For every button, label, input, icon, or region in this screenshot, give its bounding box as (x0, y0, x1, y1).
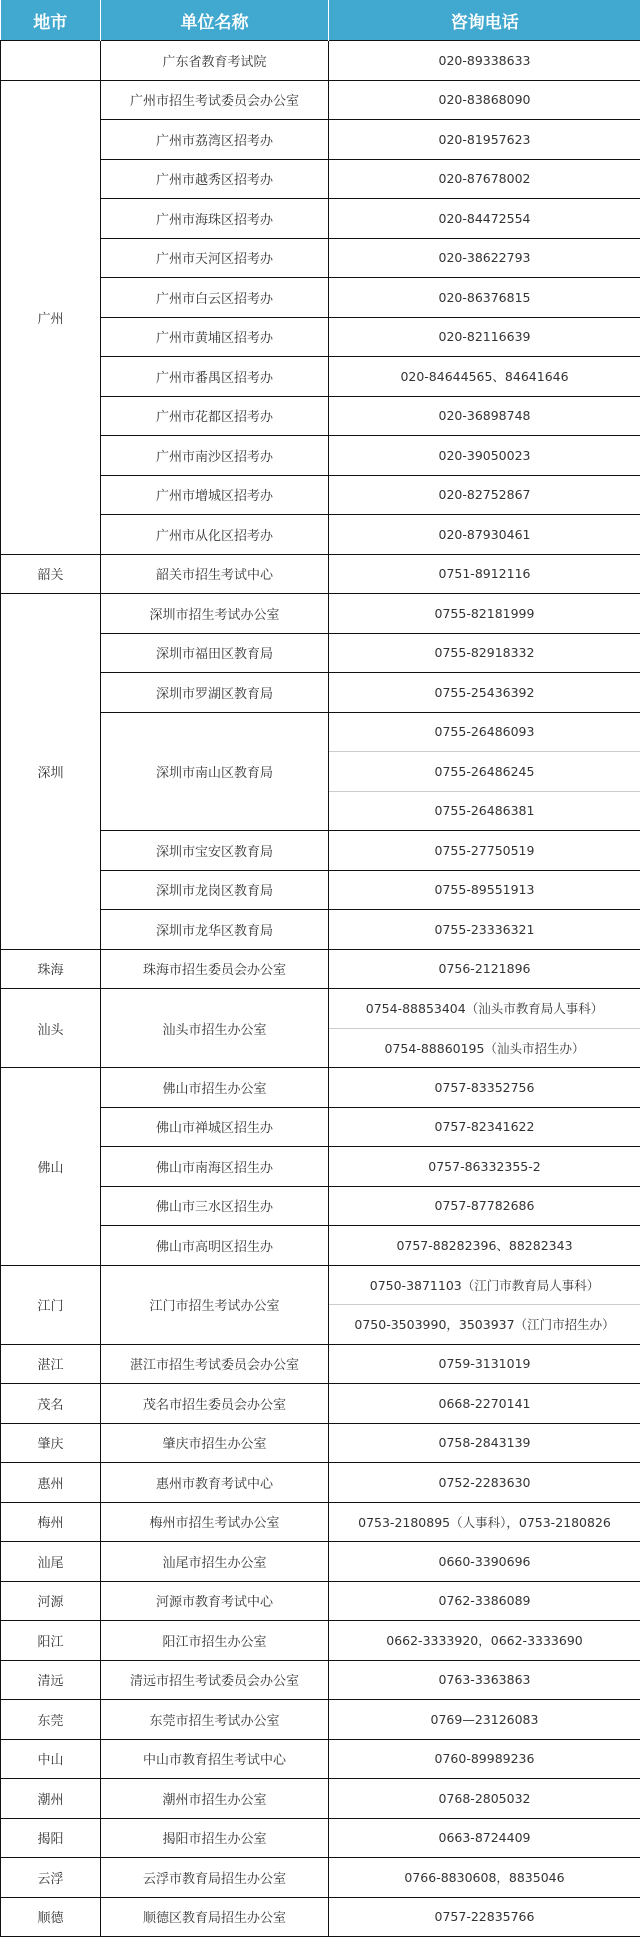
phone-cell: 0757-87782686 (329, 1186, 640, 1226)
phone-cell: 0768-2805032 (329, 1779, 640, 1819)
unit-name-cell: 佛山市招生办公室 (101, 1068, 329, 1108)
phone-cell: 0757-83352756 (329, 1068, 640, 1108)
phone-cell: 0754-88853404（汕头市教育局人事科） (329, 989, 640, 1029)
unit-name-cell: 顺德区教育局招生办公室 (101, 1897, 329, 1937)
unit-name-cell: 深圳市招生考试办公室 (101, 594, 329, 634)
phone-cell: 020-87678002 (329, 159, 640, 199)
phone-cell: 020-87930461 (329, 515, 640, 555)
city-cell: 清远 (1, 1660, 101, 1700)
table-body (1, 41, 640, 1937)
phone-cell: 0757-88282396、88282343 (329, 1226, 640, 1266)
unit-name-cell: 佛山市高明区招生办 (101, 1226, 329, 1266)
unit-name-cell: 广州市招生考试委员会办公室 (101, 80, 329, 120)
phone-cell: 0763-3363863 (329, 1660, 640, 1700)
unit-name-cell: 广州市增城区招考办 (101, 475, 329, 515)
table-row (1, 1265, 640, 1305)
unit-name-cell: 汕尾市招生办公室 (101, 1542, 329, 1582)
city-cell (1, 41, 101, 81)
table-row (1, 949, 640, 989)
phone-cell: 0755-25436392 (329, 673, 640, 713)
phone-cell: 0755-26486381 (329, 791, 640, 831)
city-cell: 潮州 (1, 1779, 101, 1819)
city-cell: 肇庆 (1, 1423, 101, 1463)
unit-name-cell: 云浮市教育局招生办公室 (101, 1858, 329, 1898)
city-cell: 揭阳 (1, 1818, 101, 1858)
unit-name-cell: 深圳市龙华区教育局 (101, 910, 329, 950)
city-cell: 广州 (1, 80, 101, 554)
phone-cell: 0757-22835766 (329, 1897, 640, 1937)
table-row (1, 80, 640, 120)
table-header (1, 0, 640, 41)
unit-name-cell: 广州市白云区招考办 (101, 278, 329, 318)
phone-cell: 0751-8912116 (329, 554, 640, 594)
phone-cell: 0759-3131019 (329, 1344, 640, 1384)
city-cell: 中山 (1, 1739, 101, 1779)
table-row (1, 1897, 640, 1937)
phone-cell: 020-89338633 (329, 41, 640, 81)
unit-name-cell: 潮州市招生办公室 (101, 1779, 329, 1819)
phone-cell: 020-86376815 (329, 278, 640, 318)
table-row (1, 554, 640, 594)
unit-name-cell: 揭阳市招生办公室 (101, 1818, 329, 1858)
city-cell: 汕头 (1, 989, 101, 1068)
table-row (1, 1068, 640, 1108)
unit-name-cell: 深圳市福田区教育局 (101, 633, 329, 673)
unit-name-cell: 深圳市宝安区教育局 (101, 831, 329, 871)
phone-cell: 020-84472554 (329, 199, 640, 239)
phone-cell: 0757-82341622 (329, 1107, 640, 1147)
city-cell: 深圳 (1, 594, 101, 950)
phone-cell: 020-81957623 (329, 120, 640, 160)
phone-cell: 0758-2843139 (329, 1423, 640, 1463)
table-row (1, 1739, 640, 1779)
table-row (1, 989, 640, 1029)
phone-cell: 020-83868090 (329, 80, 640, 120)
unit-name-cell: 深圳市罗湖区教育局 (101, 673, 329, 713)
city-cell: 河源 (1, 1581, 101, 1621)
unit-name-cell: 中山市教育招生考试中心 (101, 1739, 329, 1779)
phone-cell: 0662-3333920，0662-3333690 (329, 1621, 640, 1661)
phone-cell: 020-82116639 (329, 317, 640, 357)
city-cell: 江门 (1, 1265, 101, 1344)
unit-name-cell: 广州市花都区招考办 (101, 396, 329, 436)
city-cell: 阳江 (1, 1621, 101, 1661)
phone-cell: 020-39050023 (329, 436, 640, 476)
phone-cell: 0755-82918332 (329, 633, 640, 673)
header-row (1, 0, 640, 41)
table-row (1, 1542, 640, 1582)
header-unit: 单位名称 (101, 0, 329, 41)
table-row (1, 1779, 640, 1819)
phone-cell: 020-84644565、84641646 (329, 357, 640, 397)
unit-name-cell: 广东省教育考试院 (101, 41, 329, 81)
phone-cell: 020-36898748 (329, 396, 640, 436)
city-cell: 韶关 (1, 554, 101, 594)
phone-cell: 0754-88860195（汕头市招生办） (329, 1028, 640, 1068)
unit-name-cell: 广州市从化区招考办 (101, 515, 329, 555)
phone-cell: 0660-3390696 (329, 1542, 640, 1582)
unit-name-cell: 深圳市龙岗区教育局 (101, 870, 329, 910)
unit-name-cell: 惠州市教育考试中心 (101, 1463, 329, 1503)
unit-name-cell: 广州市黄埔区招考办 (101, 317, 329, 357)
phone-cell: 0769—23126083 (329, 1700, 640, 1740)
table-row (1, 1581, 640, 1621)
unit-name-cell: 阳江市招生办公室 (101, 1621, 329, 1661)
unit-name-cell: 广州市荔湾区招考办 (101, 120, 329, 160)
phone-cell: 0757-86332355-2 (329, 1147, 640, 1187)
city-cell: 茂名 (1, 1384, 101, 1424)
phone-cell: 0755-89551913 (329, 870, 640, 910)
phone-cell: 0755-27750519 (329, 831, 640, 871)
table-row (1, 1344, 640, 1384)
phone-cell: 0756-2121896 (329, 949, 640, 989)
phone-cell: 0755-23336321 (329, 910, 640, 950)
phone-cell: 0663-8724409 (329, 1818, 640, 1858)
unit-name-cell: 肇庆市招生办公室 (101, 1423, 329, 1463)
phone-cell: 020-38622793 (329, 238, 640, 278)
phone-cell: 0750-3503990，3503937（江门市招生办） (329, 1305, 640, 1345)
header-city: 地市 (1, 0, 101, 41)
table-row (1, 41, 640, 81)
unit-name-cell: 韶关市招生考试中心 (101, 554, 329, 594)
unit-name-cell: 河源市教育考试中心 (101, 1581, 329, 1621)
unit-name-cell: 广州市天河区招考办 (101, 238, 329, 278)
phone-cell: 0760-89989236 (329, 1739, 640, 1779)
table-row (1, 1700, 640, 1740)
unit-name-cell: 深圳市南山区教育局 (101, 712, 329, 831)
unit-name-cell: 珠海市招生委员会办公室 (101, 949, 329, 989)
table-row (1, 1660, 640, 1700)
city-cell: 湛江 (1, 1344, 101, 1384)
city-cell: 东莞 (1, 1700, 101, 1740)
phone-cell: 0753-2180895（人事科），0753-2180826 (329, 1502, 640, 1542)
unit-name-cell: 广州市越秀区招考办 (101, 159, 329, 199)
table-row (1, 594, 640, 634)
city-cell: 云浮 (1, 1858, 101, 1898)
table-row (1, 1858, 640, 1898)
unit-name-cell: 江门市招生考试办公室 (101, 1265, 329, 1344)
city-cell: 惠州 (1, 1463, 101, 1503)
city-cell: 佛山 (1, 1068, 101, 1266)
phone-cell: 0755-26486245 (329, 752, 640, 792)
unit-name-cell: 汕头市招生办公室 (101, 989, 329, 1068)
unit-name-cell: 湛江市招生考试委员会办公室 (101, 1344, 329, 1384)
unit-name-cell: 茂名市招生委员会办公室 (101, 1384, 329, 1424)
unit-name-cell: 佛山市禅城区招生办 (101, 1107, 329, 1147)
unit-name-cell: 广州市海珠区招考办 (101, 199, 329, 239)
table-row (1, 1463, 640, 1503)
phone-cell: 0766-8830608，8835046 (329, 1858, 640, 1898)
city-cell: 梅州 (1, 1502, 101, 1542)
unit-name-cell: 广州市番禺区招考办 (101, 357, 329, 397)
phone-cell: 0668-2270141 (329, 1384, 640, 1424)
table-row (1, 1502, 640, 1542)
unit-name-cell: 梅州市招生考试办公室 (101, 1502, 329, 1542)
table-row (1, 1818, 640, 1858)
city-cell: 顺德 (1, 1897, 101, 1937)
table-row (1, 1621, 640, 1661)
unit-name-cell: 佛山市三水区招生办 (101, 1186, 329, 1226)
table-row (1, 1423, 640, 1463)
phone-cell: 0750-3871103（江门市教育局人事科） (329, 1265, 640, 1305)
unit-name-cell: 佛山市南海区招生办 (101, 1147, 329, 1187)
table-row (1, 1384, 640, 1424)
header-phone: 咨询电话 (329, 0, 640, 41)
phone-cell: 0755-82181999 (329, 594, 640, 634)
phone-cell: 0755-26486093 (329, 712, 640, 752)
city-cell: 汕尾 (1, 1542, 101, 1582)
phone-cell: 0762-3386089 (329, 1581, 640, 1621)
city-cell: 珠海 (1, 949, 101, 989)
phone-cell: 0752-2283630 (329, 1463, 640, 1503)
unit-name-cell: 东莞市招生考试办公室 (101, 1700, 329, 1740)
phone-cell: 020-82752867 (329, 475, 640, 515)
unit-name-cell: 清远市招生考试委员会办公室 (101, 1660, 329, 1700)
unit-name-cell: 广州市南沙区招考办 (101, 436, 329, 476)
